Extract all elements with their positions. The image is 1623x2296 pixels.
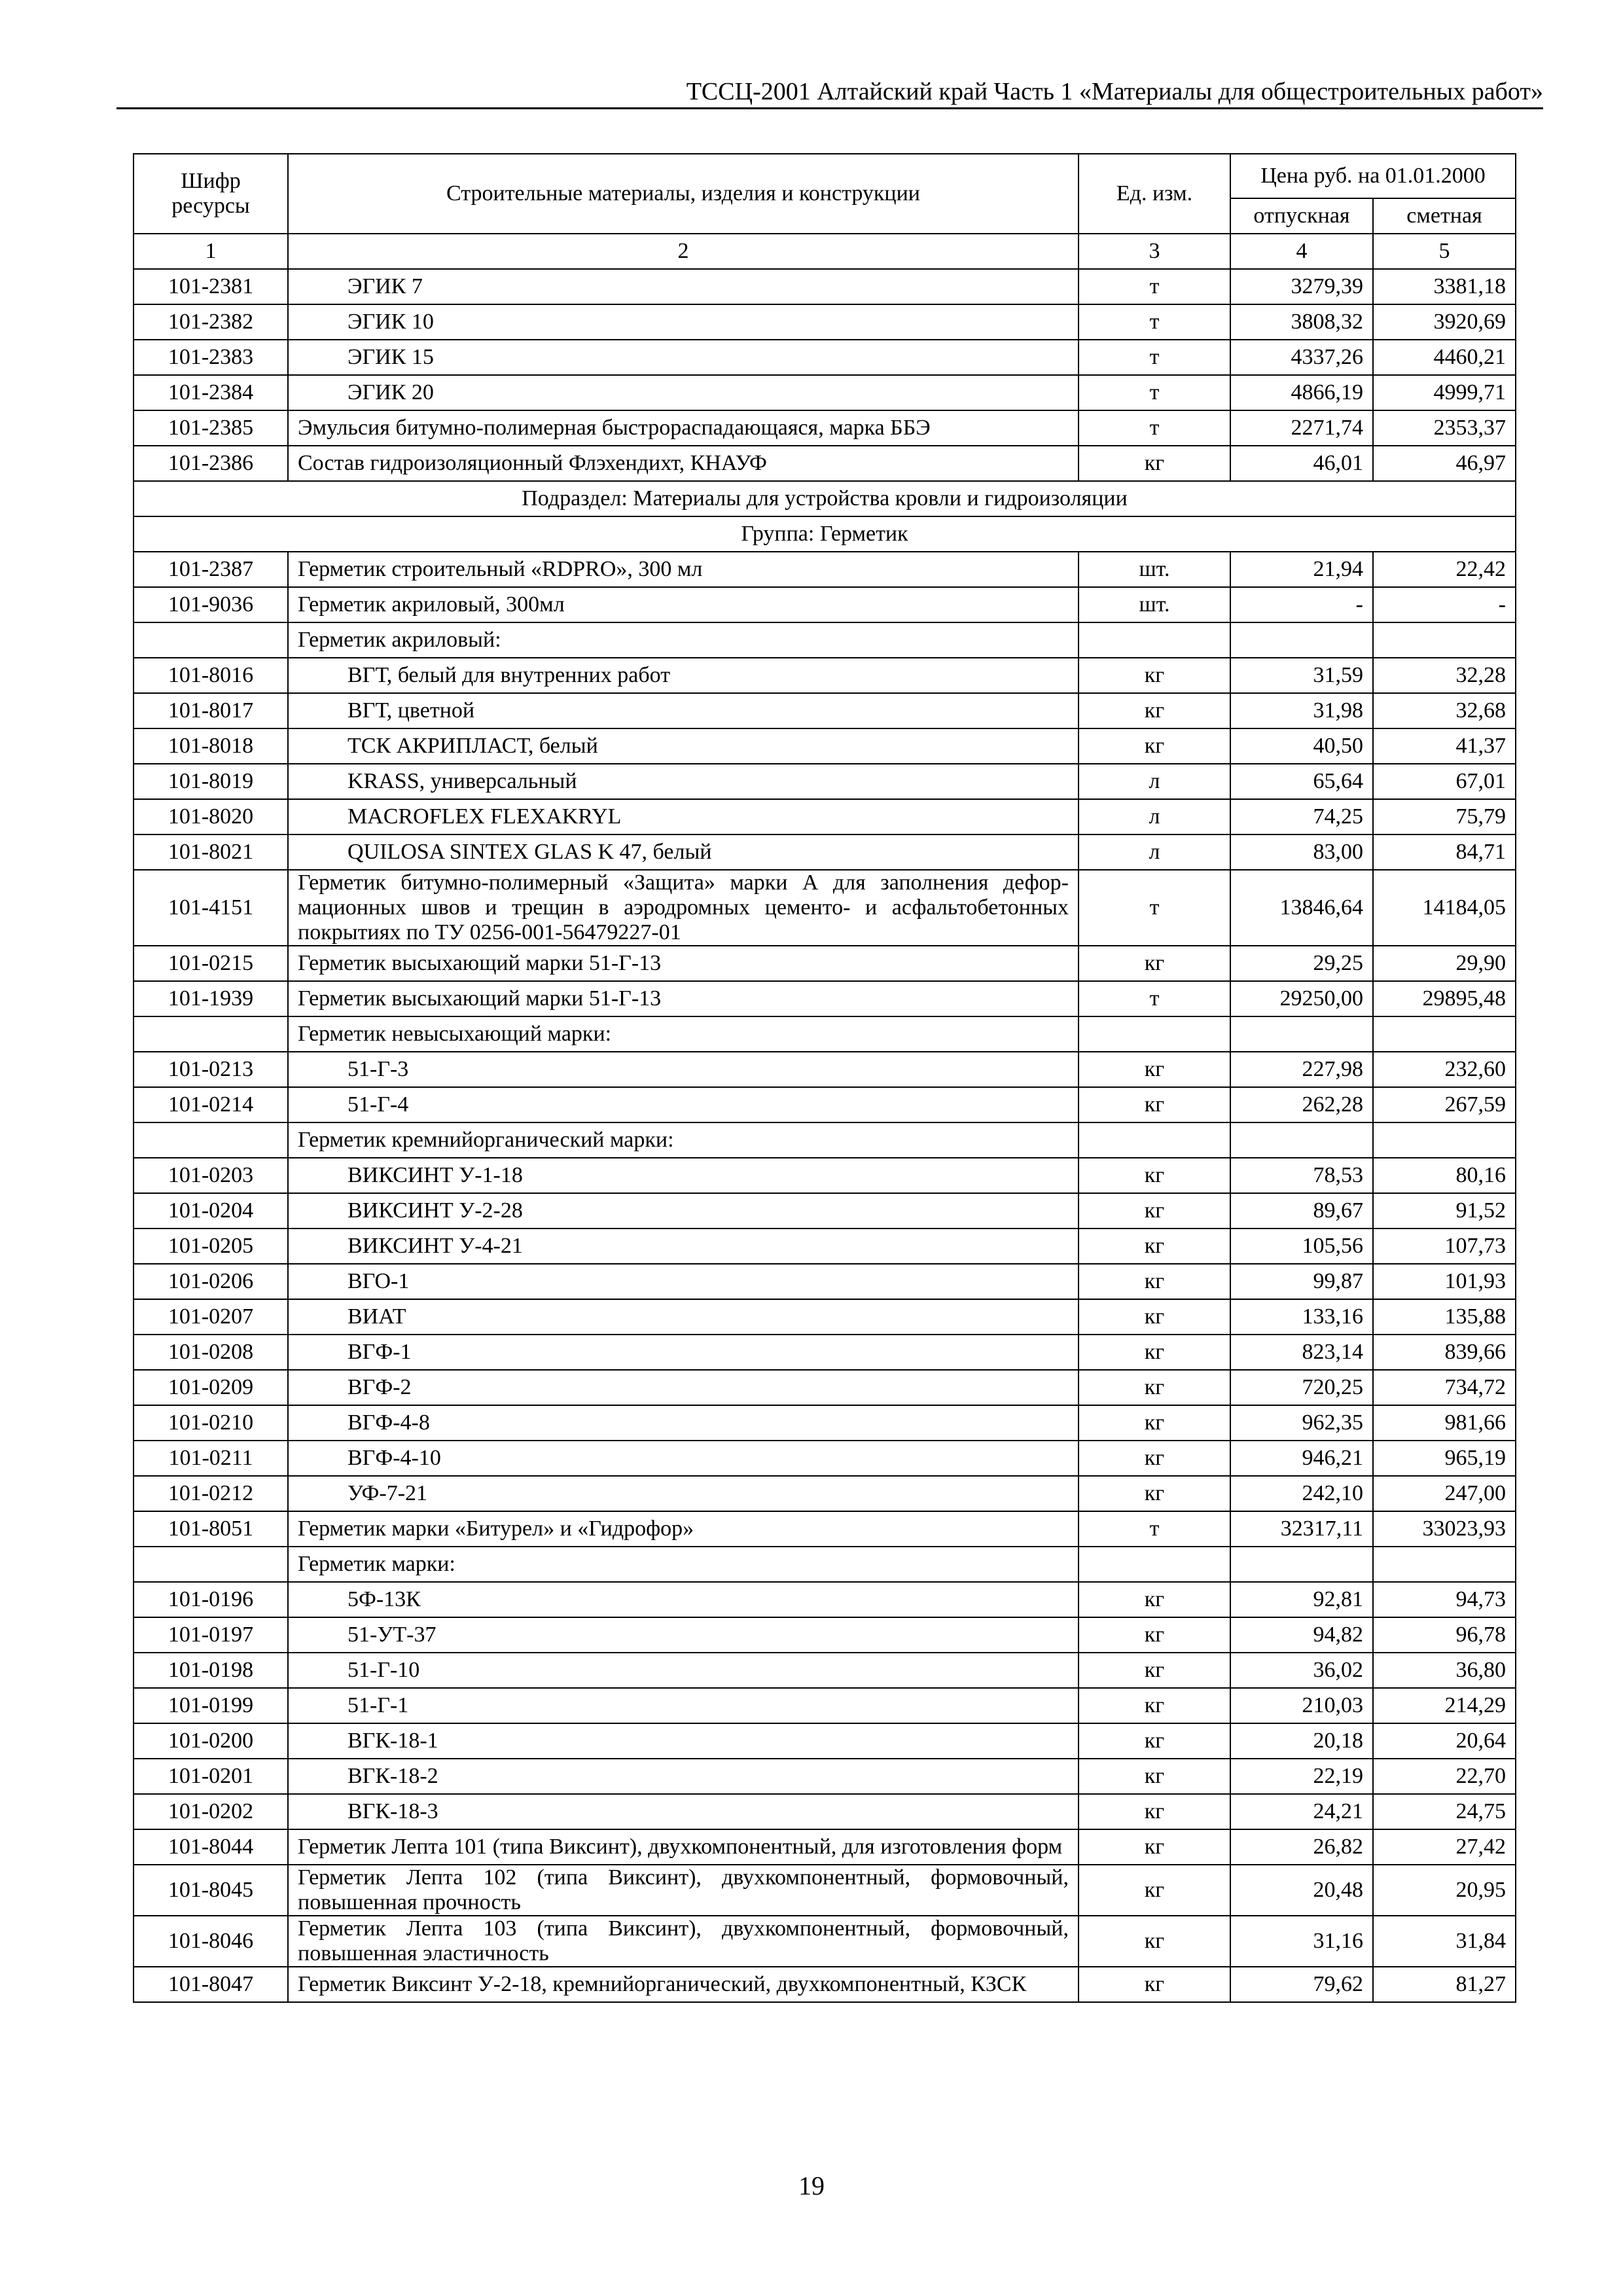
- table-row: [134, 728, 1516, 764]
- unit-of-measure: кг: [1079, 693, 1230, 728]
- release-price: 83,00: [1230, 834, 1373, 870]
- material-name: Состав гидроизоляционный Флэхендихт, КНАУФ: [288, 446, 1079, 481]
- material-name: 51-Г-3: [288, 1052, 1079, 1087]
- table-row: [134, 1052, 1516, 1087]
- resource-code: 101-8018: [134, 728, 288, 764]
- material-name: ВИКСИНТ У-1-18: [288, 1158, 1079, 1193]
- table-row: [134, 1229, 1516, 1264]
- unit-of-measure: т: [1079, 375, 1230, 410]
- material-name: 51-Г-10: [288, 1653, 1079, 1688]
- material-name: MACROFLEX FLEXAKRYL: [288, 799, 1079, 834]
- resource-code: 101-0211: [134, 1441, 288, 1476]
- release-price: 65,64: [1230, 764, 1373, 799]
- resource-code: 101-2382: [134, 304, 288, 340]
- material-name: ВГК-18-1: [288, 1723, 1079, 1759]
- resource-code: 101-2385: [134, 410, 288, 446]
- resource-code: 101-8017: [134, 693, 288, 728]
- material-name: Герметик строительный «RDPRO», 300 мл: [288, 552, 1079, 587]
- material-name: ВГФ-1: [288, 1335, 1079, 1370]
- release-price: 20,18: [1230, 1723, 1373, 1759]
- material-name: Герметик высыхающий марки 51-Г-13: [288, 981, 1079, 1016]
- unit-of-measure: кг: [1079, 446, 1230, 481]
- material-name: ЭГИК 15: [288, 340, 1079, 375]
- table-row: [134, 304, 1516, 340]
- table-row: [134, 834, 1516, 870]
- release-price: 4337,26: [1230, 340, 1373, 375]
- table-subheading-row: [134, 1122, 1516, 1158]
- material-name: ТСК АКРИПЛАСТ, белый: [288, 728, 1079, 764]
- page-number: 19: [798, 2171, 825, 2200]
- unit-of-measure: кг: [1079, 728, 1230, 764]
- estimate-price: 839,66: [1373, 1335, 1516, 1370]
- estimate-price: 981,66: [1373, 1405, 1516, 1441]
- resource-code: 101-0210: [134, 1405, 288, 1441]
- table-row: [134, 1087, 1516, 1122]
- material-name: KRASS, универсальный: [288, 764, 1079, 799]
- resource-code: 101-8044: [134, 1829, 288, 1865]
- resource-code: 101-0201: [134, 1759, 288, 1794]
- estimate-price: [1373, 1122, 1516, 1158]
- release-price: 21,94: [1230, 552, 1373, 587]
- resource-code: 101-2384: [134, 375, 288, 410]
- table-row: [134, 1476, 1516, 1511]
- table-row: [134, 375, 1516, 410]
- resource-code: 101-9036: [134, 587, 288, 622]
- table-row: [134, 587, 1516, 622]
- release-price: 29250,00: [1230, 981, 1373, 1016]
- release-price: 105,56: [1230, 1229, 1373, 1264]
- estimate-price: 965,19: [1373, 1441, 1516, 1476]
- release-price: [1230, 1547, 1373, 1582]
- resource-code: 101-0209: [134, 1370, 288, 1405]
- estimate-price: 101,93: [1373, 1264, 1516, 1299]
- table-row: [134, 269, 1516, 304]
- release-price: [1230, 1122, 1373, 1158]
- estimate-price: 81,27: [1373, 1967, 1516, 2002]
- table-row: [134, 946, 1516, 981]
- release-price: 92,81: [1230, 1582, 1373, 1617]
- unit-of-measure: т: [1079, 269, 1230, 304]
- estimate-price: [1373, 1016, 1516, 1052]
- table-row: [134, 1441, 1516, 1476]
- release-price: 133,16: [1230, 1299, 1373, 1335]
- resource-code: 101-0204: [134, 1193, 288, 1229]
- estimate-price: 135,88: [1373, 1299, 1516, 1335]
- col-number: 4: [1230, 234, 1373, 269]
- resource-code: 101-0197: [134, 1617, 288, 1653]
- col-header-name: Строительные материалы, изделия и конструкции: [288, 154, 1079, 234]
- estimate-price: 3381,18: [1373, 269, 1516, 304]
- unit-of-measure: кг: [1079, 1829, 1230, 1865]
- release-price: 74,25: [1230, 799, 1373, 834]
- release-price: 962,35: [1230, 1405, 1373, 1441]
- release-price: 31,98: [1230, 693, 1373, 728]
- estimate-price: 96,78: [1373, 1617, 1516, 1653]
- unit-of-measure: кг: [1079, 946, 1230, 981]
- resource-code: 101-2387: [134, 552, 288, 587]
- material-name: ВГК-18-3: [288, 1794, 1079, 1829]
- unit-of-measure: шт.: [1079, 552, 1230, 587]
- resource-code: 101-0203: [134, 1158, 288, 1193]
- resource-code: 101-0214: [134, 1087, 288, 1122]
- table-row: [134, 1723, 1516, 1759]
- estimate-price: 107,73: [1373, 1229, 1516, 1264]
- release-price: 823,14: [1230, 1335, 1373, 1370]
- resource-code: 101-0212: [134, 1476, 288, 1511]
- unit-of-measure: кг: [1079, 1688, 1230, 1723]
- release-price: 31,59: [1230, 658, 1373, 693]
- estimate-price: 267,59: [1373, 1087, 1516, 1122]
- estimate-price: 29,90: [1373, 946, 1516, 981]
- unit-of-measure: т: [1079, 340, 1230, 375]
- estimate-price: 22,70: [1373, 1759, 1516, 1794]
- resource-code: 101-1939: [134, 981, 288, 1016]
- unit-of-measure: т: [1079, 304, 1230, 340]
- unit-of-measure: шт.: [1079, 587, 1230, 622]
- estimate-price: 36,80: [1373, 1653, 1516, 1688]
- estimate-price: 31,84: [1373, 1916, 1516, 1967]
- resource-code: 101-0213: [134, 1052, 288, 1087]
- release-price: 26,82: [1230, 1829, 1373, 1865]
- estimate-price: 20,95: [1373, 1865, 1516, 1916]
- estimate-price: 4460,21: [1373, 340, 1516, 375]
- table-row: [134, 1759, 1516, 1794]
- estimate-price: 33023,93: [1373, 1511, 1516, 1547]
- estimate-price: 232,60: [1373, 1052, 1516, 1087]
- estimate-price: 24,75: [1373, 1794, 1516, 1829]
- material-name: ВИКСИНТ У-4-21: [288, 1229, 1079, 1264]
- material-name: ВГК-18-2: [288, 1759, 1079, 1794]
- estimate-price: 214,29: [1373, 1688, 1516, 1723]
- resource-code: 101-0199: [134, 1688, 288, 1723]
- estimate-price: 32,28: [1373, 658, 1516, 693]
- group-title: Группа: Герметик: [134, 516, 1516, 552]
- resource-code: 101-0198: [134, 1653, 288, 1688]
- table-row: [134, 1405, 1516, 1441]
- unit-of-measure: кг: [1079, 1087, 1230, 1122]
- release-price: 13846,64: [1230, 870, 1373, 946]
- unit-of-measure: кг: [1079, 1653, 1230, 1688]
- estimate-price: -: [1373, 587, 1516, 622]
- material-name: Герметик невысыхающий марки:: [288, 1016, 1079, 1052]
- material-name: ВГТ, белый для внутренних работ: [288, 658, 1079, 693]
- release-price: 78,53: [1230, 1158, 1373, 1193]
- estimate-price: 3920,69: [1373, 304, 1516, 340]
- col-header-price: Цена руб. на 01.01.2000: [1230, 154, 1516, 198]
- release-price: [1230, 622, 1373, 658]
- resource-code: 101-8021: [134, 834, 288, 870]
- estimate-price: 32,68: [1373, 693, 1516, 728]
- material-name: Герметик марки:: [288, 1547, 1079, 1582]
- release-price: 946,21: [1230, 1441, 1373, 1476]
- unit-of-measure: т: [1079, 410, 1230, 446]
- release-price: 20,48: [1230, 1865, 1373, 1916]
- resource-code: 101-8019: [134, 764, 288, 799]
- resource-code: 101-2383: [134, 340, 288, 375]
- table-row: [134, 552, 1516, 587]
- unit-of-measure: л: [1079, 764, 1230, 799]
- table-row: [134, 1653, 1516, 1688]
- table-row: [134, 658, 1516, 693]
- material-name: ЭГИК 7: [288, 269, 1079, 304]
- release-price: 227,98: [1230, 1052, 1373, 1087]
- resource-code: 101-0208: [134, 1335, 288, 1370]
- unit-of-measure: кг: [1079, 1916, 1230, 1967]
- resource-code: 101-0215: [134, 946, 288, 981]
- estimate-price: 734,72: [1373, 1370, 1516, 1405]
- material-name: Герметик Лепта 102 (типа Виксинт), двухкомпонентный, формовочный, повышенная прочность: [288, 1865, 1079, 1916]
- release-price: 242,10: [1230, 1476, 1373, 1511]
- material-name: Эмульсия битумно-полимерная быстрораспадающаяся, марка ББЭ: [288, 410, 1079, 446]
- resource-code: [134, 1016, 288, 1052]
- estimate-price: 27,42: [1373, 1829, 1516, 1865]
- col-header-estimate-price: сметная: [1373, 198, 1516, 234]
- unit-of-measure: кг: [1079, 1582, 1230, 1617]
- release-price: 46,01: [1230, 446, 1373, 481]
- col-number: 1: [134, 234, 288, 269]
- table-row: [134, 1582, 1516, 1617]
- resource-code: 101-8045: [134, 1865, 288, 1916]
- material-name: 51-Г-4: [288, 1087, 1079, 1122]
- estimate-price: 46,97: [1373, 446, 1516, 481]
- release-price: 4866,19: [1230, 375, 1373, 410]
- estimate-price: 41,37: [1373, 728, 1516, 764]
- material-name: Герметик битумно-полимерный «Защита» марки А для заполнения дефор-мационных швов и трещин в аэродромных цементо- и асфальтобетонных покрытиях по ТУ 0256-001-56479227-01: [288, 870, 1079, 946]
- unit-of-measure: кг: [1079, 1335, 1230, 1370]
- material-name: ВГО-1: [288, 1264, 1079, 1299]
- estimate-price: 80,16: [1373, 1158, 1516, 1193]
- resource-code: 101-8020: [134, 799, 288, 834]
- resource-code: 101-2381: [134, 269, 288, 304]
- unit-of-measure: кг: [1079, 1264, 1230, 1299]
- unit-of-measure: кг: [1079, 1617, 1230, 1653]
- unit-of-measure: кг: [1079, 1865, 1230, 1916]
- estimate-price: 20,64: [1373, 1723, 1516, 1759]
- material-name: ВИАТ: [288, 1299, 1079, 1335]
- release-price: [1230, 1016, 1373, 1052]
- release-price: 262,28: [1230, 1087, 1373, 1122]
- unit-of-measure: кг: [1079, 1441, 1230, 1476]
- release-price: 79,62: [1230, 1967, 1373, 2002]
- material-name: ВГФ-4-8: [288, 1405, 1079, 1441]
- material-name: 51-Г-1: [288, 1688, 1079, 1723]
- release-price: 29,25: [1230, 946, 1373, 981]
- resource-code: [134, 1547, 288, 1582]
- resource-code: 101-0202: [134, 1794, 288, 1829]
- col-number: 2: [288, 234, 1079, 269]
- resource-code: 101-0205: [134, 1229, 288, 1264]
- material-name: Герметик Лепта 101 (типа Виксинт), двухкомпонентный, для изготовления форм: [288, 1829, 1079, 1865]
- unit-of-measure: кг: [1079, 1405, 1230, 1441]
- material-name: Герметик Лепта 103 (типа Виксинт), двухкомпонентный, формовочный, повышенная эластичность: [288, 1916, 1079, 1967]
- release-price: 24,21: [1230, 1794, 1373, 1829]
- table-row: [134, 1264, 1516, 1299]
- table-row: [134, 764, 1516, 799]
- table-row: [134, 1511, 1516, 1547]
- col-number: 5: [1373, 234, 1516, 269]
- col-header-release-price: отпускная: [1230, 198, 1373, 234]
- release-price: 89,67: [1230, 1193, 1373, 1229]
- material-name: ЭГИК 20: [288, 375, 1079, 410]
- estimate-price: 14184,05: [1373, 870, 1516, 946]
- resource-code: 101-8016: [134, 658, 288, 693]
- document-header-title: ТССЦ-2001 Алтайский край Часть 1 «Материалы для общестроительных работ»: [686, 78, 1543, 105]
- unit-of-measure: кг: [1079, 1158, 1230, 1193]
- unit-of-measure: кг: [1079, 1723, 1230, 1759]
- table-row: [134, 410, 1516, 446]
- unit-of-measure: [1079, 1547, 1230, 1582]
- resource-code: 101-2386: [134, 446, 288, 481]
- unit-of-measure: т: [1079, 870, 1230, 946]
- resource-code: 101-0206: [134, 1264, 288, 1299]
- table-subheading-row: [134, 1547, 1516, 1582]
- material-name: Герметик акриловый, 300мл: [288, 587, 1079, 622]
- table-row: [134, 981, 1516, 1016]
- release-price: 36,02: [1230, 1653, 1373, 1688]
- material-name: Герметик марки «Битурел» и «Гидрофор»: [288, 1511, 1079, 1547]
- resource-code: [134, 1122, 288, 1158]
- release-price: 2271,74: [1230, 410, 1373, 446]
- resource-code: [134, 622, 288, 658]
- table-row: [134, 1829, 1516, 1865]
- estimate-price: 29895,48: [1373, 981, 1516, 1016]
- material-name: УФ-7-21: [288, 1476, 1079, 1511]
- release-price: 3808,32: [1230, 304, 1373, 340]
- table-row: [134, 1794, 1516, 1829]
- estimate-price: 22,42: [1373, 552, 1516, 587]
- material-name: 51-УТ-37: [288, 1617, 1079, 1653]
- resource-code: 101-0207: [134, 1299, 288, 1335]
- material-name: Герметик высыхающий марки 51-Г-13: [288, 946, 1079, 981]
- material-name: ВГФ-4-10: [288, 1441, 1079, 1476]
- estimate-price: 2353,37: [1373, 410, 1516, 446]
- release-price: 32317,11: [1230, 1511, 1373, 1547]
- table-row: [134, 1916, 1516, 1967]
- unit-of-measure: кг: [1079, 1794, 1230, 1829]
- resource-code: 101-8051: [134, 1511, 288, 1547]
- unit-of-measure: кг: [1079, 1759, 1230, 1794]
- release-price: 22,19: [1230, 1759, 1373, 1794]
- table-row: [134, 1158, 1516, 1193]
- table-row: [134, 1193, 1516, 1229]
- unit-of-measure: кг: [1079, 1299, 1230, 1335]
- release-price: 3279,39: [1230, 269, 1373, 304]
- estimate-price: [1373, 622, 1516, 658]
- release-price: 31,16: [1230, 1916, 1373, 1967]
- material-name: Герметик кремнийорганический марки:: [288, 1122, 1079, 1158]
- resource-code: 101-4151: [134, 870, 288, 946]
- unit-of-measure: л: [1079, 834, 1230, 870]
- material-name: 5Ф-13К: [288, 1582, 1079, 1617]
- unit-of-measure: [1079, 1016, 1230, 1052]
- unit-of-measure: [1079, 622, 1230, 658]
- material-name: ЭГИК 10: [288, 304, 1079, 340]
- table-row: [134, 870, 1516, 946]
- col-header-code: Шифр ресурсы: [134, 154, 288, 234]
- table-row: [134, 340, 1516, 375]
- estimate-price: 94,73: [1373, 1582, 1516, 1617]
- table-subheading-row: [134, 1016, 1516, 1052]
- table-row: [134, 799, 1516, 834]
- estimate-price: [1373, 1547, 1516, 1582]
- unit-of-measure: т: [1079, 1511, 1230, 1547]
- unit-of-measure: кг: [1079, 658, 1230, 693]
- resource-code: 101-8047: [134, 1967, 288, 2002]
- release-price: 720,25: [1230, 1370, 1373, 1405]
- unit-of-measure: кг: [1079, 1193, 1230, 1229]
- estimate-price: 84,71: [1373, 834, 1516, 870]
- unit-of-measure: кг: [1079, 1052, 1230, 1087]
- unit-of-measure: [1079, 1122, 1230, 1158]
- table-row: [134, 1370, 1516, 1405]
- material-name: QUILOSA SINTEX GLAS K 47, белый: [288, 834, 1079, 870]
- estimate-price: 67,01: [1373, 764, 1516, 799]
- estimate-price: 247,00: [1373, 1476, 1516, 1511]
- table-row: [134, 446, 1516, 481]
- material-name: ВГТ, цветной: [288, 693, 1079, 728]
- table-row: [134, 1335, 1516, 1370]
- release-price: 94,82: [1230, 1617, 1373, 1653]
- col-number: 3: [1079, 234, 1230, 269]
- material-name: ВИКСИНТ У-2-28: [288, 1193, 1079, 1229]
- material-name: Герметик акриловый:: [288, 622, 1079, 658]
- table-row: [134, 693, 1516, 728]
- estimate-price: 75,79: [1373, 799, 1516, 834]
- unit-of-measure: кг: [1079, 1967, 1230, 2002]
- table-row: [134, 1688, 1516, 1723]
- section-title: Подраздел: Материалы для устройства кровли и гидроизоляции: [134, 481, 1516, 516]
- unit-of-measure: кг: [1079, 1476, 1230, 1511]
- price-table: [133, 153, 1516, 2003]
- table-subheading-row: [134, 622, 1516, 658]
- estimate-price: 91,52: [1373, 1193, 1516, 1229]
- estimate-price: 4999,71: [1373, 375, 1516, 410]
- release-price: -: [1230, 587, 1373, 622]
- material-name: ВГФ-2: [288, 1370, 1079, 1405]
- table-row: [134, 1865, 1516, 1916]
- table-row: [134, 1299, 1516, 1335]
- resource-code: 101-0196: [134, 1582, 288, 1617]
- release-price: 99,87: [1230, 1264, 1373, 1299]
- header-rule: [116, 107, 1543, 109]
- unit-of-measure: кг: [1079, 1229, 1230, 1264]
- unit-of-measure: кг: [1079, 1370, 1230, 1405]
- resource-code: 101-0200: [134, 1723, 288, 1759]
- material-name: Герметик Виксинт У-2-18, кремнийорганический, двухкомпонентный, КЗСК: [288, 1967, 1079, 2002]
- release-price: 210,03: [1230, 1688, 1373, 1723]
- unit-of-measure: т: [1079, 981, 1230, 1016]
- table-row: [134, 1617, 1516, 1653]
- resource-code: 101-8046: [134, 1916, 288, 1967]
- col-header-unit: Ед. изм.: [1079, 154, 1230, 234]
- unit-of-measure: л: [1079, 799, 1230, 834]
- table-row: [134, 1967, 1516, 2002]
- release-price: 40,50: [1230, 728, 1373, 764]
